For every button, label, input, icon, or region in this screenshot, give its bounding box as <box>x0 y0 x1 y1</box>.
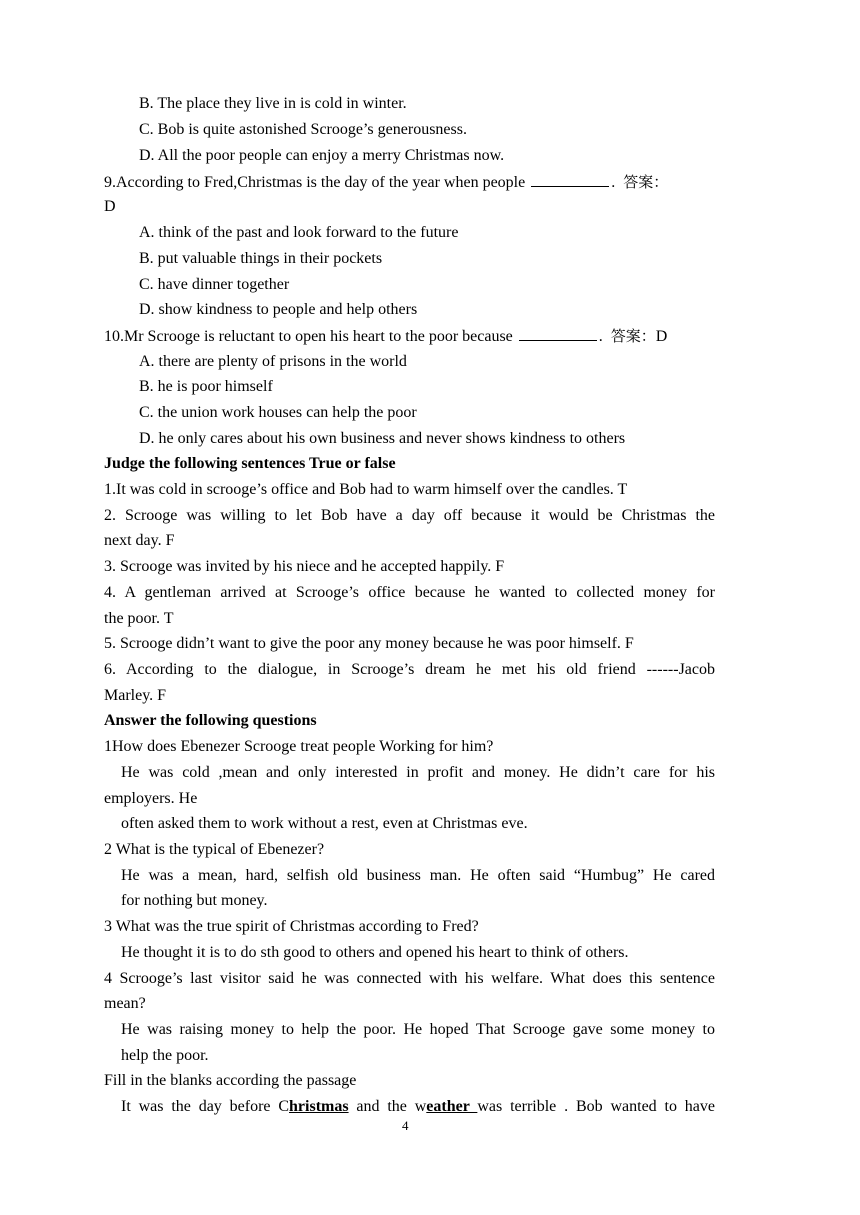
question-4-line-2: mean? <box>104 995 146 1012</box>
q9-option-b: B. put valuable things in their pockets <box>139 250 383 267</box>
answer-1-line-2: employers. He <box>104 790 198 807</box>
fill-text-2: and the w <box>348 1098 427 1115</box>
question-3: 3 What was the true spirit of Christmas according to Fred? <box>104 918 479 935</box>
q10-answer: D <box>655 328 668 345</box>
q8-option-d: D. All the poor people can enjoy a merry Christmas now. <box>139 147 505 164</box>
q9-stem-line <box>104 172 668 193</box>
tf-sentence-4-line-1: 4. A gentleman arrived at Scrooge’s office because he wanted to collected money for <box>104 584 715 601</box>
q10-blank <box>519 326 597 341</box>
q9-option-d: D. show kindness to people and help others <box>139 301 418 318</box>
q8-option-c: C. Bob is quite astonished Scrooge’s generousness. <box>139 121 467 138</box>
q9-after-blank: . <box>611 174 616 191</box>
q8-option-b: B. The place they live in is cold in winter. <box>139 95 407 112</box>
q9-option-a: A. think of the past and look forward to the future <box>139 224 459 241</box>
fill-passage-line <box>121 1097 715 1117</box>
q10-stem-line <box>104 326 667 347</box>
answer-2-line-2: for nothing but money. <box>121 892 268 909</box>
answer-1-line-3: often asked them to work without a rest, even at Christmas eve. <box>121 815 528 832</box>
fill-blanks-heading: Fill in the blanks according the passage <box>104 1072 357 1089</box>
answer-1-line-1: He was cold ,mean and only interested in profit and money. He didn’t care for his <box>121 764 715 781</box>
answer-4-line-2: help the poor. <box>121 1047 209 1064</box>
question-1: 1How does Ebenezer Scrooge treat people Working for him? <box>104 738 494 755</box>
fill-text-3: was terrible . Bob wanted to have <box>477 1098 715 1115</box>
answer-4-line-1: He was raising money to help the poor. He hoped That Scrooge gave some money to <box>121 1021 715 1038</box>
q9-option-c: C. have dinner together <box>139 276 290 293</box>
answer-3: He thought it is to do sth good to others and opened his heart to think of others. <box>121 944 629 961</box>
q10-stem: 10.Mr Scrooge is reluctant to open his heart to the poor because <box>104 328 513 345</box>
tf-sentence-5: 5. Scrooge didn’t want to give the poor any money because he was poor himself. F <box>104 635 634 652</box>
tf-sentence-2-line-2: next day. F <box>104 532 175 549</box>
tf-sentence-2-line-1: 2. Scrooge was willing to let Bob have a day off because it would be Christmas the <box>104 507 715 524</box>
q10-after-blank: . <box>598 328 603 345</box>
q9-blank <box>531 172 609 187</box>
q10-option-c: C. the union work houses can help the poor <box>139 404 417 421</box>
tf-sentence-3: 3. Scrooge was invited by his niece and he accepted happily. F <box>104 558 505 575</box>
questions-heading: Answer the following questions <box>104 712 317 729</box>
tf-sentence-4-line-2: the poor. T <box>104 610 174 627</box>
question-2: 2 What is the typical of Ebenezer? <box>104 841 325 858</box>
q10-option-b: B. he is poor himself <box>139 378 273 395</box>
q10-option-d: D. he only cares about his own business and never shows kindness to others <box>139 430 626 447</box>
fill-word-weather: eather <box>426 1098 478 1115</box>
true-false-heading: Judge the following sentences True or false <box>104 455 396 472</box>
q9-answer-label: 答案： <box>623 173 669 191</box>
question-4-line-1: 4 Scrooge’s last visitor said he was connected with his welfare. What does this sentence <box>104 970 715 987</box>
q10-answer-label: 答案： <box>610 327 656 345</box>
fill-word-christmas: hristmas <box>289 1098 349 1115</box>
q9-stem: 9.According to Fred,Christmas is the day of the year when people <box>104 174 526 191</box>
q10-option-a: A. there are plenty of prisons in the world <box>139 353 407 370</box>
fill-text-1: It was the day before C <box>121 1098 290 1115</box>
q9-answer: D <box>104 198 116 215</box>
answer-2-line-1: He was a mean, hard, selfish old business man. He often said “Humbug” He cared <box>121 867 715 884</box>
page-number: 4 <box>402 1118 409 1133</box>
tf-sentence-6-line-2: Marley. F <box>104 687 167 704</box>
tf-sentence-6-line-1: 6. According to the dialogue, in Scrooge’s dream he met his old friend ------Jacob <box>104 661 715 678</box>
tf-sentence-1: 1.It was cold in scrooge’s office and Bob had to warm himself over the candles. T <box>104 481 628 498</box>
